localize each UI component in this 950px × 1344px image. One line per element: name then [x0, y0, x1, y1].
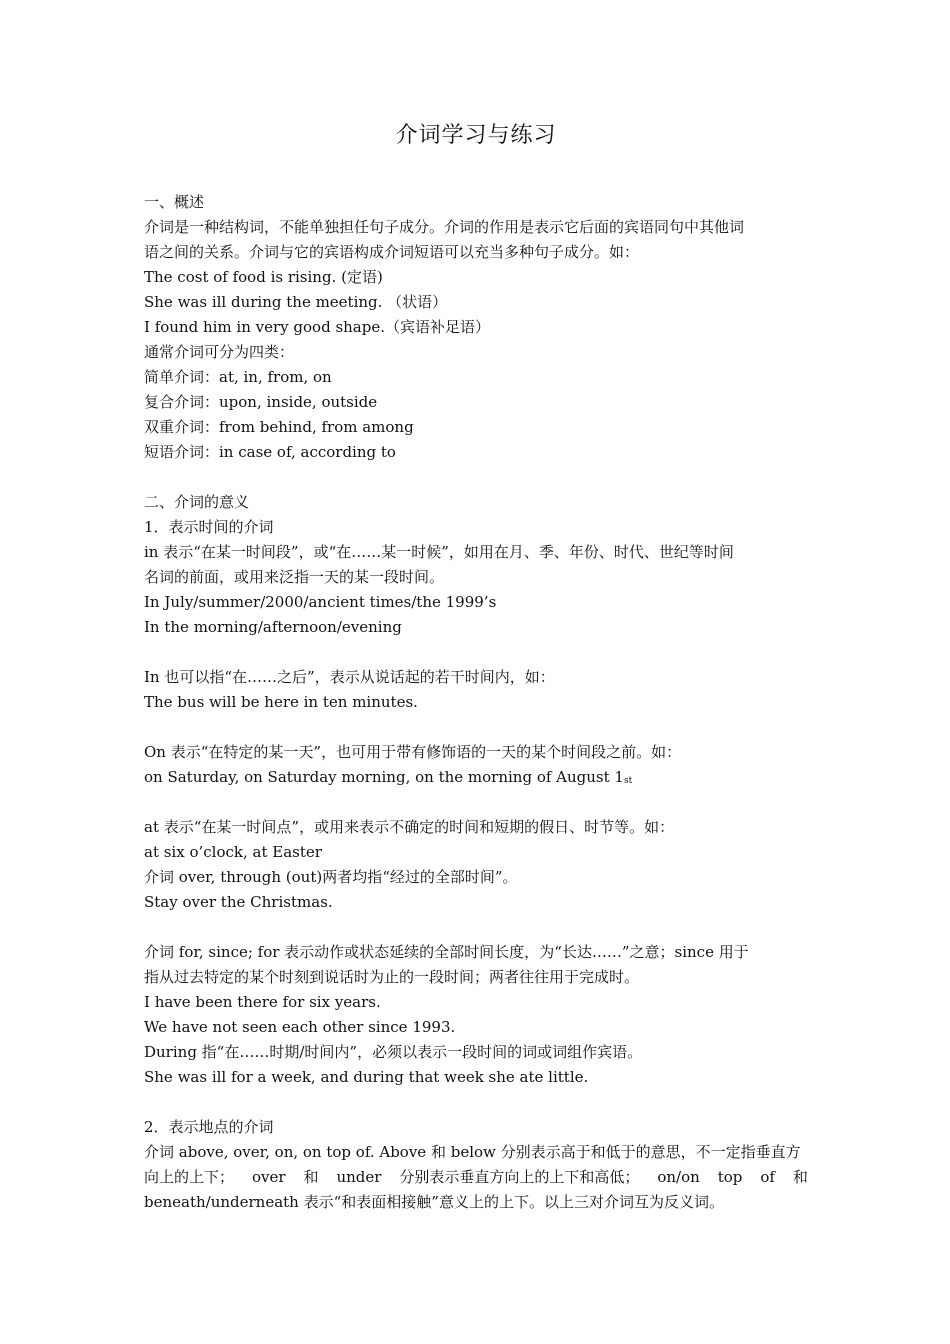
section-heading-meaning: 二、介词的意义	[144, 493, 250, 511]
example-sentence: The cost of food is rising. (定语)	[144, 268, 383, 286]
example-sentence: I found him in very good shape.（宾语补足语）	[144, 318, 490, 336]
ordinal-suffix: st	[623, 776, 633, 786]
example-text: on Saturday, on Saturday morning, on the morning of August 1	[144, 768, 624, 786]
section-heading-overview: 一、概述	[144, 193, 205, 211]
subsection-heading-place: 2．表示地点的介词	[144, 1118, 274, 1136]
page-title: 介词学习与练习	[395, 123, 557, 148]
paragraph-line: 名词的前面，或用来泛指一天的某一段时间。	[144, 568, 445, 586]
word: over	[251, 1168, 286, 1186]
document-body	[144, 190, 808, 1215]
subsection-heading-time: 1．表示时间的介词	[144, 518, 274, 536]
category-item: 简单介词：at, in, from, on	[144, 368, 332, 386]
category-item: 短语介词：in case of, according to	[144, 443, 396, 461]
paragraph-line: 介词是一种结构词，不能单独担任句子成分。介词的作用是表示它后面的宾语同句中其他词	[144, 218, 745, 236]
paragraph-line: beneath/underneath 表示“和表面相接触”意义上的上下。以上三对介词互为反义词。	[144, 1193, 724, 1211]
paragraph-line: In 也可以指“在……之后”，表示从说话起的若干时间内，如：	[144, 668, 555, 686]
example-sentence: Stay over the Christmas.	[144, 893, 333, 911]
paragraph-line: 通常介词可分为四类：	[144, 343, 295, 361]
word: 分别表示垂直方向上的上下和高低；	[399, 1168, 640, 1186]
word: 向上的上下；	[144, 1168, 235, 1186]
example-sentence: at six o’clock, at Easter	[144, 843, 322, 861]
example-sentence: She was ill for a week, and during that week she ate little.	[144, 1068, 589, 1086]
paragraph-line: 指从过去特定的某个时刻到说话时为止的一段时间；两者往往用于完成时。	[144, 968, 640, 986]
example-sentence: In the morning/afternoon/evening	[144, 618, 402, 636]
example-sentence	[144, 765, 808, 790]
paragraph-line: On 表示“在特定的某一天”，也可用于带有修饰语的一天的某个时间段之前。如：	[144, 743, 682, 761]
word: 和	[792, 1168, 808, 1186]
spacer	[144, 715, 808, 740]
paragraph-line: in 表示“在某一时间段”，或“在……某一时候”，如用在月、季、年份、时代、世纪等时间	[144, 543, 734, 561]
example-sentence: In July/summer/2000/ancient times/the 1999’s	[144, 593, 497, 611]
word: top	[717, 1168, 743, 1186]
word: on/on	[657, 1168, 700, 1186]
paragraph-line-justified	[144, 1165, 808, 1190]
paragraph-line: 介词 for, since; for 表示动作或状态延续的全部时间长度，为“长达……”之意；since 用于	[144, 943, 749, 961]
category-item: 双重介词：from behind, from among	[144, 418, 414, 436]
paragraph-line: at 表示“在某一时间点”，或用来表示不确定的时间和短期的假日、时节等。如：	[144, 818, 675, 836]
example-sentence: She was ill during the meeting. （状语）	[144, 293, 448, 311]
paragraph-line: 语之间的关系。介词与它的宾语构成介词短语可以充当多种句子成分。如：	[144, 243, 640, 261]
word: 和	[303, 1168, 319, 1186]
word: of	[760, 1168, 775, 1186]
paragraph-line: During 指“在……时期/时间内”，必须以表示一段时间的词或词组作宾语。	[144, 1043, 643, 1061]
spacer	[144, 915, 808, 940]
category-item: 复合介词：upon, inside, outside	[144, 393, 378, 411]
example-sentence: We have not seen each other since 1993.	[144, 1018, 456, 1036]
paragraph-line: 介词 above, over, on, on top of. Above 和 below 分别表示高于和低于的意思，不一定指垂直方	[144, 1143, 801, 1161]
spacer	[144, 465, 808, 490]
word: under	[336, 1168, 382, 1186]
example-sentence: I have been there for six years.	[144, 993, 381, 1011]
spacer	[144, 1090, 808, 1115]
spacer	[144, 640, 808, 665]
paragraph-line: 介词 over, through (out)两者均指“经过的全部时间”。	[144, 868, 518, 886]
example-sentence: The bus will be here in ten minutes.	[144, 693, 418, 711]
spacer	[144, 790, 808, 815]
